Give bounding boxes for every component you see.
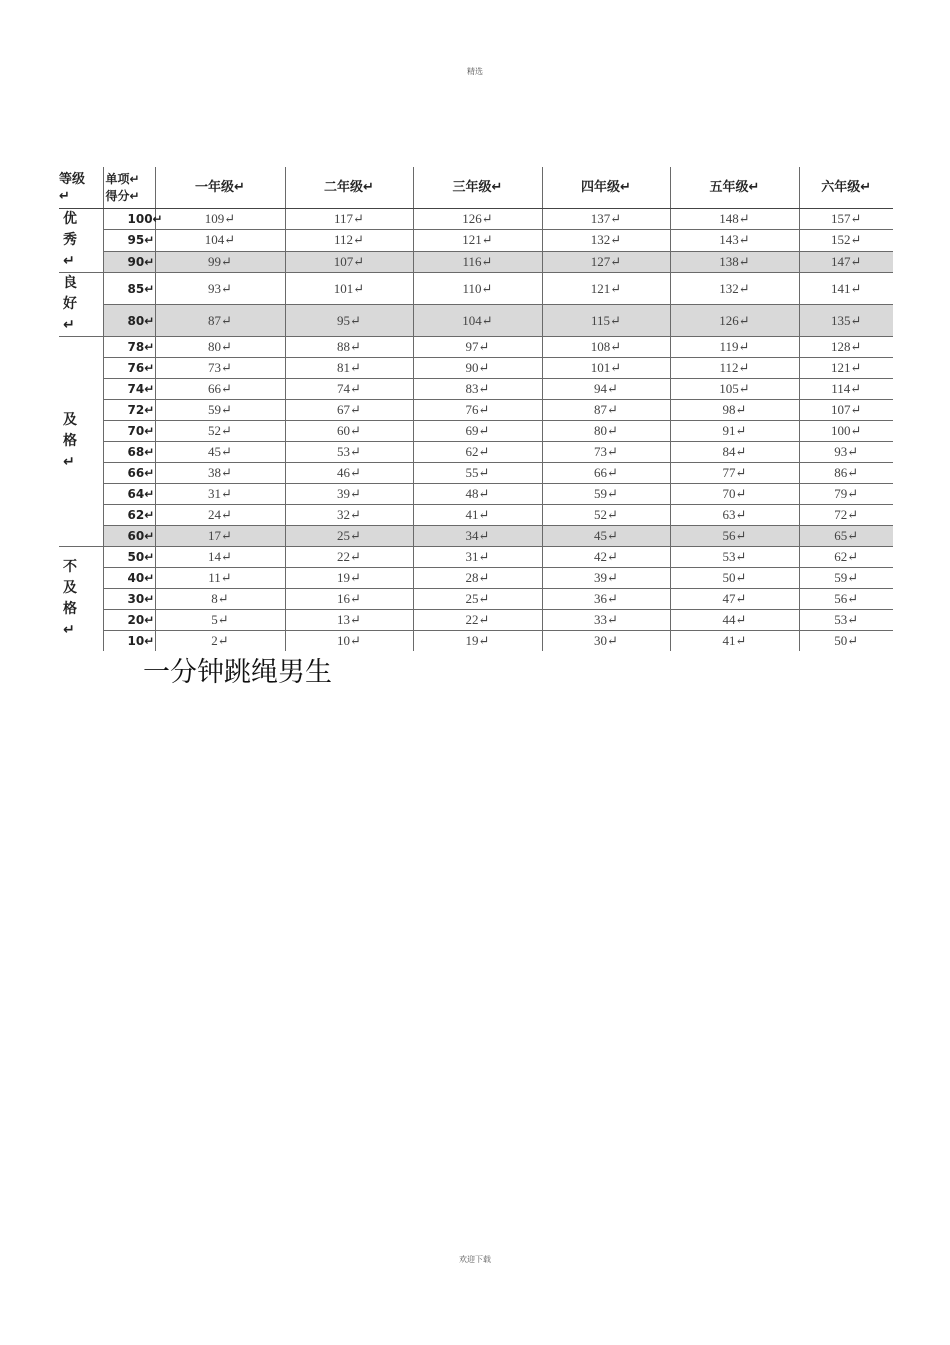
score-cell: 62↵	[103, 505, 155, 526]
value-cell: 114↵	[799, 379, 893, 400]
header-grade-6: 六年级↵	[799, 167, 893, 209]
score-cell: 66↵	[103, 463, 155, 484]
header-score	[103, 167, 155, 209]
grade-level-cell	[59, 209, 103, 273]
value-cell: 8↵	[155, 589, 285, 610]
table-row	[59, 273, 893, 305]
value-cell: 99↵	[155, 251, 285, 272]
value-cell: 34↵	[413, 526, 542, 547]
header-grade-2: 二年级↵	[285, 167, 413, 209]
value-cell: 98↵	[670, 400, 799, 421]
table-row	[59, 337, 893, 358]
table-row	[59, 589, 893, 610]
grade-level-label: 及格↵	[63, 412, 77, 470]
value-cell: 42↵	[542, 547, 670, 568]
header-grade	[59, 167, 103, 209]
value-cell: 104↵	[413, 305, 542, 337]
value-cell: 148↵	[670, 209, 799, 230]
value-cell: 76↵	[413, 400, 542, 421]
value-cell: 93↵	[799, 442, 893, 463]
value-cell: 83↵	[413, 379, 542, 400]
value-cell: 24↵	[155, 505, 285, 526]
value-cell: 44↵	[670, 610, 799, 631]
value-cell: 143↵	[670, 230, 799, 251]
value-cell: 141↵	[799, 273, 893, 305]
value-cell: 47↵	[670, 589, 799, 610]
value-cell: 32↵	[285, 505, 413, 526]
value-cell: 59↵	[155, 400, 285, 421]
value-cell: 53↵	[285, 442, 413, 463]
table-row	[59, 463, 893, 484]
value-cell: 11↵	[155, 568, 285, 589]
score-cell: 78↵	[103, 337, 155, 358]
value-cell: 39↵	[285, 484, 413, 505]
table-caption: 一分钟跳绳男生	[143, 657, 332, 688]
value-cell: 80↵	[542, 421, 670, 442]
value-cell: 60↵	[285, 421, 413, 442]
value-cell: 77↵	[670, 463, 799, 484]
table-header-row	[59, 167, 893, 209]
value-cell: 74↵	[285, 379, 413, 400]
header-watermark: 精选	[467, 67, 483, 76]
score-cell: 10↵	[103, 631, 155, 652]
value-cell: 135↵	[799, 305, 893, 337]
value-cell: 41↵	[413, 505, 542, 526]
score-cell: 74↵	[103, 379, 155, 400]
value-cell: 86↵	[799, 463, 893, 484]
value-cell: 17↵	[155, 526, 285, 547]
table-row	[59, 421, 893, 442]
value-cell: 112↵	[285, 230, 413, 251]
value-cell: 28↵	[413, 568, 542, 589]
value-cell: 87↵	[155, 305, 285, 337]
value-cell: 84↵	[670, 442, 799, 463]
table-row	[59, 631, 893, 652]
value-cell: 52↵	[155, 421, 285, 442]
value-cell: 63↵	[670, 505, 799, 526]
table-row	[59, 400, 893, 421]
value-cell: 53↵	[670, 547, 799, 568]
value-cell: 67↵	[285, 400, 413, 421]
table-row	[59, 209, 893, 230]
table-row	[59, 230, 893, 251]
value-cell: 55↵	[413, 463, 542, 484]
value-cell: 73↵	[155, 358, 285, 379]
value-cell: 119↵	[670, 337, 799, 358]
score-cell: 30↵	[103, 589, 155, 610]
value-cell: 132↵	[670, 273, 799, 305]
score-cell: 68↵	[103, 442, 155, 463]
value-cell: 45↵	[155, 442, 285, 463]
value-cell: 5↵	[155, 610, 285, 631]
value-cell: 25↵	[413, 589, 542, 610]
value-cell: 93↵	[155, 273, 285, 305]
header-grade-5: 五年级↵	[670, 167, 799, 209]
grade-level-cell	[59, 547, 103, 652]
value-cell: 126↵	[670, 305, 799, 337]
value-cell: 46↵	[285, 463, 413, 484]
value-cell: 59↵	[799, 568, 893, 589]
score-cell: 60↵	[103, 526, 155, 547]
value-cell: 110↵	[413, 273, 542, 305]
value-cell: 19↵	[285, 568, 413, 589]
value-cell: 50↵	[670, 568, 799, 589]
value-cell: 97↵	[413, 337, 542, 358]
table-row	[59, 442, 893, 463]
footer-watermark: 欢迎下载	[459, 1255, 491, 1264]
value-cell: 95↵	[285, 305, 413, 337]
value-cell: 157↵	[799, 209, 893, 230]
score-cell: 85↵	[103, 273, 155, 305]
value-cell: 90↵	[413, 358, 542, 379]
table-row	[59, 379, 893, 400]
value-cell: 2↵	[155, 631, 285, 652]
score-cell: 100↵	[103, 209, 155, 230]
header-score-label: 单项↵得分↵	[105, 171, 140, 203]
score-cell: 70↵	[103, 421, 155, 442]
value-cell: 38↵	[155, 463, 285, 484]
value-cell: 45↵	[542, 526, 670, 547]
value-cell: 94↵	[542, 379, 670, 400]
value-cell: 62↵	[413, 442, 542, 463]
value-cell: 48↵	[413, 484, 542, 505]
grade-level-cell	[59, 273, 103, 337]
table-row	[59, 610, 893, 631]
score-cell: 95↵	[103, 230, 155, 251]
value-cell: 14↵	[155, 547, 285, 568]
table-row	[59, 358, 893, 379]
score-cell: 64↵	[103, 484, 155, 505]
table-row	[59, 568, 893, 589]
value-cell: 121↵	[542, 273, 670, 305]
grade-level-label: 不及格↵	[63, 559, 77, 638]
value-cell: 137↵	[542, 209, 670, 230]
value-cell: 65↵	[799, 526, 893, 547]
value-cell: 107↵	[799, 400, 893, 421]
value-cell: 87↵	[542, 400, 670, 421]
value-cell: 121↵	[799, 358, 893, 379]
value-cell: 109↵	[155, 209, 285, 230]
value-cell: 73↵	[542, 442, 670, 463]
value-cell: 128↵	[799, 337, 893, 358]
value-cell: 22↵	[285, 547, 413, 568]
value-cell: 88↵	[285, 337, 413, 358]
value-cell: 69↵	[413, 421, 542, 442]
table-row	[59, 526, 893, 547]
value-cell: 72↵	[799, 505, 893, 526]
value-cell: 121↵	[413, 230, 542, 251]
value-cell: 56↵	[670, 526, 799, 547]
value-cell: 41↵	[670, 631, 799, 652]
value-cell: 81↵	[285, 358, 413, 379]
score-cell: 40↵	[103, 568, 155, 589]
value-cell: 147↵	[799, 251, 893, 272]
value-cell: 66↵	[155, 379, 285, 400]
value-cell: 10↵	[285, 631, 413, 652]
table-row	[59, 505, 893, 526]
value-cell: 19↵	[413, 631, 542, 652]
header-grade-label: 等级↵	[59, 171, 86, 204]
value-cell: 115↵	[542, 305, 670, 337]
value-cell: 132↵	[542, 230, 670, 251]
value-cell: 36↵	[542, 589, 670, 610]
value-cell: 33↵	[542, 610, 670, 631]
value-cell: 104↵	[155, 230, 285, 251]
value-cell: 56↵	[799, 589, 893, 610]
header-grade-1: 一年级↵	[155, 167, 285, 209]
value-cell: 16↵	[285, 589, 413, 610]
header-grade-3: 三年级↵	[413, 167, 542, 209]
value-cell: 152↵	[799, 230, 893, 251]
value-cell: 116↵	[413, 251, 542, 272]
header-grade-4: 四年级↵	[542, 167, 670, 209]
table-row	[59, 305, 893, 337]
table-body	[59, 209, 893, 652]
score-cell: 20↵	[103, 610, 155, 631]
value-cell: 117↵	[285, 209, 413, 230]
score-table	[59, 167, 893, 651]
value-cell: 138↵	[670, 251, 799, 272]
value-cell: 91↵	[670, 421, 799, 442]
grade-level-label: 优秀↵	[63, 211, 77, 269]
value-cell: 39↵	[542, 568, 670, 589]
score-cell: 72↵	[103, 400, 155, 421]
value-cell: 62↵	[799, 547, 893, 568]
value-cell: 126↵	[413, 209, 542, 230]
value-cell: 22↵	[413, 610, 542, 631]
value-cell: 101↵	[542, 358, 670, 379]
table-row	[59, 251, 893, 272]
value-cell: 25↵	[285, 526, 413, 547]
value-cell: 107↵	[285, 251, 413, 272]
value-cell: 50↵	[834, 633, 859, 648]
value-cell: 31↵	[413, 547, 542, 568]
grade-level-label: 良好↵	[63, 275, 77, 333]
value-cell: 79↵	[799, 484, 893, 505]
grade-level-cell	[59, 337, 103, 547]
score-cell: 90↵	[103, 251, 155, 272]
table-row	[59, 484, 893, 505]
value-cell: 66↵	[542, 463, 670, 484]
value-cell: 70↵	[670, 484, 799, 505]
score-cell: 76↵	[103, 358, 155, 379]
value-cell: 53↵	[799, 610, 893, 631]
value-cell: 112↵	[670, 358, 799, 379]
value-cell: 30↵	[542, 631, 670, 652]
value-cell: 31↵	[155, 484, 285, 505]
value-cell: 59↵	[542, 484, 670, 505]
value-cell: 127↵	[542, 251, 670, 272]
score-cell: 80↵	[103, 305, 155, 337]
score-cell: 50↵	[103, 547, 155, 568]
value-cell: 101↵	[285, 273, 413, 305]
value-cell: 108↵	[542, 337, 670, 358]
value-cell: 13↵	[285, 610, 413, 631]
value-cell: 105↵	[670, 379, 799, 400]
value-cell: 80↵	[155, 337, 285, 358]
value-cell: 100↵	[799, 421, 893, 442]
value-cell: 52↵	[542, 505, 670, 526]
table-row	[59, 547, 893, 568]
